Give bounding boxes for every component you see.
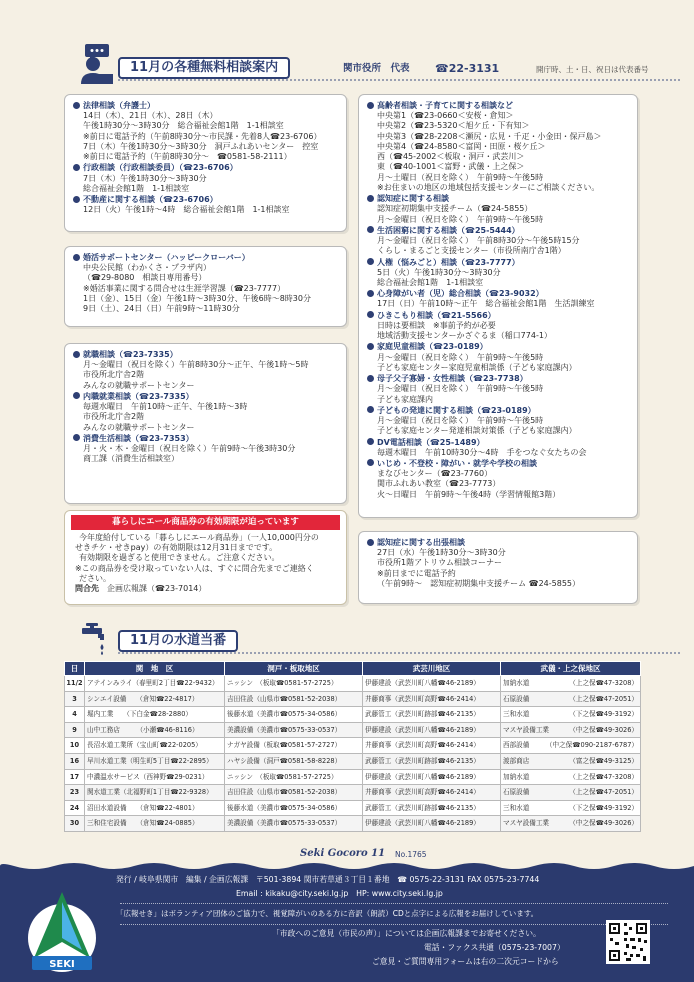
contractor-name: マスヤ設備工業 xyxy=(503,725,550,734)
consultation-entry-line: 総合福祉会館1階 1-1相談室 xyxy=(377,277,484,287)
footer xyxy=(0,862,694,982)
consultation-entry-line: 月～金曜日（祝日を除く） 午前9時～午後5時 xyxy=(377,214,544,224)
seki-district-cell: 早川水道工業（明生町5丁目☎22-2895） xyxy=(85,753,225,769)
consultation-entry-title xyxy=(367,406,629,416)
consultation-entry-title-text: 不動産に関する相談（☎23-6706） xyxy=(83,195,218,205)
contractor-name: 加納水道 xyxy=(503,679,530,688)
header-rule xyxy=(118,652,680,654)
footer-tel: 電話・ファクス共通（0575-23-7007） xyxy=(424,943,565,952)
footer-accessibility-note: 「広報せき」はボランティア団体のご協力で、視覚障がいのある方に音訳（朗読）CDと点字による広報をお届けしています。 xyxy=(116,909,539,918)
bullet-icon xyxy=(367,290,374,297)
consultation-entry-line: 月～土曜日（祝日を除く） 午前9時～午後5時 xyxy=(377,172,544,182)
logo-text: SEKI xyxy=(49,959,75,970)
consultation-entry-line: 商工課（消費生活相談室） xyxy=(83,454,179,464)
seki-district-cell: 堀内工業 （下白金☎28-2880） xyxy=(85,707,225,723)
faucet-icon xyxy=(80,622,110,656)
bullet-icon xyxy=(73,164,80,171)
duty-day-cell: 3 xyxy=(65,691,85,707)
horado-itadori-cell: ハヤシ設備（洞戸☎0581-58-8228） xyxy=(225,753,363,769)
consultation-entry xyxy=(73,101,338,162)
consultation-entry xyxy=(367,374,629,405)
notice-contact xyxy=(75,584,336,594)
contractor-name: マスヤ設備工業 xyxy=(503,819,550,828)
column-header-mugegawa: 武芸川地区 xyxy=(363,662,501,676)
consultation-header xyxy=(80,42,680,84)
consultation-entry-line: 地域活動支援センターかざぐるま（稲口774-1） xyxy=(377,331,552,341)
bullet-icon xyxy=(367,375,374,382)
consultation-entry-title-text: 人権（悩みごと）相談（☎23-7777） xyxy=(377,257,520,267)
consultation-entry-title-text: いじめ・不登校・障がい・就学や学校の相談 xyxy=(377,458,537,468)
consultation-entry-line: 市役所北庁舎2階 xyxy=(83,370,145,380)
consultation-entry xyxy=(367,311,629,342)
notice-line: ださい。 xyxy=(79,573,111,583)
consultation-entry xyxy=(367,258,629,289)
issue-number: No.1765 xyxy=(395,850,427,859)
consultation-entry-line: 中央公民館（わかくさ・プラザ内） xyxy=(83,263,211,273)
consultation-entry-line: 12日（火）午後1時～4時 総合福祉会館1階 1-1相談室 xyxy=(83,205,290,215)
bullet-icon xyxy=(367,343,374,350)
consultation-entry-title xyxy=(367,538,629,548)
contractor-name: 加納水道 xyxy=(503,772,530,781)
consultation-entry-line: 月・火・木・金曜日（祝日を除く）午前9時～午後3時30分 xyxy=(83,444,296,454)
consultation-entry-title-text: 母子父子寡婦・女性相談（☎23-7738） xyxy=(377,374,528,384)
consultation-entry-line: 認知症初期集中支援チーム（☎24-5855） xyxy=(377,204,533,214)
contractor-phone: （上之保☎47-3208） xyxy=(569,679,638,688)
duty-day-cell: 11/2 xyxy=(65,676,85,692)
duty-day-cell: 23 xyxy=(65,785,85,801)
notice-line: ※この商品券を受け取っていない人は、すぐに問合先までご連絡く xyxy=(75,563,314,573)
footer-opinion-note: 「市政へのご意見（市民の声）」については企画広報課までお寄せください。 xyxy=(272,929,541,938)
duty-day-cell: 16 xyxy=(65,753,85,769)
contractor-phone: （上之保☎47-3208） xyxy=(569,772,638,781)
table-row xyxy=(65,707,641,723)
consultation-entry-title xyxy=(367,374,629,384)
horado-itadori-cell: 美濃設備（美濃市☎0575-33-0537） xyxy=(225,722,363,738)
consultation-entry xyxy=(367,342,629,373)
mugegawa-cell: 伊藤建設（武芸川町八幡☎46-2189） xyxy=(363,769,501,785)
consultation-entry-line: 西（☎45-2002＜板取・洞戸・武芸川＞ xyxy=(377,152,525,162)
qr-code-icon[interactable] xyxy=(606,920,650,964)
horado-itadori-cell: ニッシン （板取☎0581-57-2725） xyxy=(225,676,363,692)
consultation-entry-line: 子ども家庭センター家庭児童相談係（子ども家庭課内） xyxy=(377,362,577,372)
consultation-entry-line: 中央第3（☎28-2208＜瀬尻・広見・千疋・小金田・保戸島＞ xyxy=(377,131,602,141)
consultation-entry-title xyxy=(367,258,629,268)
consultation-entry-line: ※前日に電話予約（午前8時30分～ ☎0581-58-2111） xyxy=(83,152,292,162)
contractor-phone: （中之保☎090-2187-6787） xyxy=(545,741,638,750)
consultation-entry-line: みんなの就職サポートセンター xyxy=(83,380,195,390)
welfare-consultation-box xyxy=(358,94,638,518)
contractor-name: 渡部商店 xyxy=(503,757,530,766)
consultation-entry-title-text: 認知症に関する相談 xyxy=(377,194,449,204)
table-row xyxy=(65,691,641,707)
magazine-brand: Seki Gocoro 11 xyxy=(300,848,386,859)
consultation-entry-line: 月～金曜日（祝日を除く） 午前8時30分～午後5時15分 xyxy=(377,236,580,246)
consultation-entry-line: 月～金曜日（祝日を除く） 午前9時～午後5時 xyxy=(377,352,544,362)
mugegawa-cell: 武藤管工（武芸川町跡部☎46-2135） xyxy=(363,707,501,723)
table-row xyxy=(65,738,641,754)
horado-itadori-cell: 吉田住設（山県市☎0581-52-2038） xyxy=(225,691,363,707)
water-duty-table xyxy=(64,661,641,832)
consultation-entry-title-text: 認知症に関する出張相談 xyxy=(377,538,465,547)
consultation-entry-line: 月～金曜日（祝日を除く） 午前9時～午後5時 xyxy=(377,416,544,426)
consultation-entry xyxy=(73,350,338,391)
table-header-row xyxy=(65,662,641,676)
consultation-entry-title-text: 法律相談（弁護士） xyxy=(83,101,155,110)
consultation-entry-title xyxy=(367,226,629,236)
voucher-notice-box xyxy=(64,510,347,605)
table-row xyxy=(65,753,641,769)
bullet-icon xyxy=(367,102,374,109)
bullet-icon xyxy=(73,434,80,441)
duty-day-cell: 24 xyxy=(65,800,85,816)
header-rule xyxy=(118,79,680,81)
consultation-entry xyxy=(73,253,338,314)
consultation-entry-line: みんなの就職サポートセンター xyxy=(83,422,195,432)
consultation-entry xyxy=(367,226,629,257)
consultation-entry-line: 市役所北庁舎2階 xyxy=(83,412,145,422)
consultation-title: 11月の各種無料相談案内 xyxy=(118,57,290,79)
consultation-entry xyxy=(73,195,338,215)
consultation-entry-line: くらし・まるごと支援センター（市役所南庁舎1階） xyxy=(377,246,566,256)
main-phone-number: ☎22-3131 xyxy=(435,62,500,75)
bullet-icon xyxy=(367,438,374,445)
water-duty-header xyxy=(80,622,680,658)
table-row xyxy=(65,816,641,832)
consultation-entry-line: ※前日に電話予約（午前8時30分～市民課・先着8人☎23-6706） xyxy=(83,131,322,141)
consultation-entry-line: まなびセンター（☎23-7760） xyxy=(377,469,493,479)
consultation-entry-line: 9日（土）、24日（日）午前9時～11時30分 xyxy=(83,304,240,314)
consultation-entry-title xyxy=(73,101,338,111)
contractor-name: 石原設備 xyxy=(503,694,530,703)
seki-district-cell: 長沼水道工業所（宝山町☎22-0205） xyxy=(85,738,225,754)
notice-contact-value: 企画広報課（☎23-7014） xyxy=(107,584,207,594)
consultation-entry-line: 17日（日）午前10時～正午 総合福祉会館1階 生活訓練室 xyxy=(377,299,595,309)
water-duty-title: 11月の水道当番 xyxy=(118,630,238,652)
seki-city-logo xyxy=(26,888,98,976)
contractor-phone: （中之保☎49-3026） xyxy=(569,819,638,828)
table-row xyxy=(65,722,641,738)
duty-day-cell: 30 xyxy=(65,816,85,832)
consultation-entry-title-text: 生活困窮に関する相談（☎25-5444） xyxy=(377,225,520,235)
mugegawa-cell: 井藤商事（武芸川町高野☎46-2414） xyxy=(363,785,501,801)
consultation-entry-line: 中央第2（☎23-5320＜旭ケ丘・下有知＞ xyxy=(377,121,530,131)
bullet-icon xyxy=(367,258,374,265)
consultation-entry-line: 日時は要相談 ※事前予約が必要 xyxy=(377,320,496,330)
contractor-name: 石原設備 xyxy=(503,788,530,797)
notice-line: せきチケ・せきpay）の有効期限は12月31日までです。 xyxy=(75,543,278,553)
consultation-entry xyxy=(367,538,629,589)
horado-itadori-cell: 後藤水道（美濃市☎0575-34-0586） xyxy=(225,707,363,723)
consultation-entry-title xyxy=(367,342,629,352)
mugi-kaminoho-cell xyxy=(501,738,641,754)
duty-day-cell: 4 xyxy=(65,707,85,723)
consultation-entry-line: 火～日曜日 午前9時～午後4時（学習情報館3階） xyxy=(377,489,561,499)
consultation-entry-line: 毎週木曜日 午前10時30分～4時 手をつなぐ女たちの会 xyxy=(377,447,587,457)
consultation-entry-line: 中央第4（☎24-8580＜富岡・田原・桜ケ丘＞ xyxy=(377,141,546,151)
consultation-entry-title xyxy=(367,194,629,204)
footer-contact: Email : kikaku@city.seki.lg.jp HP: www.city.seki.lg.jp xyxy=(236,889,443,898)
consultation-entry-title xyxy=(73,434,338,444)
voucher-notice-banner: 暮らしにエール商品券の有効期限が迫っています xyxy=(71,515,340,530)
consultation-entry-line: 関市ふれあい教室（☎23-7773） xyxy=(377,479,501,489)
consultation-entry-title-text: 子どもの発達に関する相談（☎23-0189） xyxy=(377,405,536,415)
consultation-entry-title xyxy=(367,459,629,469)
consultation-entry xyxy=(367,406,629,437)
consultation-entry-line: 月～金曜日（祝日を除く） 午前9時～午後5時 xyxy=(377,384,544,394)
bullet-icon xyxy=(367,311,374,318)
consultation-entry-line: 14日（木）、21日（木）、28日（木） xyxy=(83,111,218,121)
consultation-entry xyxy=(73,434,338,465)
consultation-entry-line: 子ども家庭課内 xyxy=(377,394,433,404)
contractor-phone: （富之保☎49-3125） xyxy=(569,757,638,766)
footer-divider xyxy=(120,903,668,904)
consultation-entry-title xyxy=(73,350,338,360)
consultation-entry-line: 市役所1階アトリウム相談コーナー xyxy=(377,558,503,568)
mugi-kaminoho-cell xyxy=(501,691,641,707)
horado-itadori-cell: ナガヤ設備（板取☎0581-57-2727） xyxy=(225,738,363,754)
seki-district-cell: シンエイ設備 （倉知☎22-4817） xyxy=(85,691,225,707)
contractor-name: 三和水道 xyxy=(503,710,530,719)
consultation-entry-line: 東（☎40-1001＜富野・武儀・上之保＞ xyxy=(377,162,525,172)
mugi-kaminoho-cell xyxy=(501,769,641,785)
contractor-phone: （下之保☎49-3192） xyxy=(569,803,638,812)
consultation-entry-line: 中央第1（☎23-0660＜安桜・倉知＞ xyxy=(377,111,514,121)
consultation-entry xyxy=(367,438,629,458)
employment-consultation-box xyxy=(64,343,347,504)
consultation-entry-line: 7日（木）午後1時30分～3時30分 xyxy=(83,173,207,183)
table-row xyxy=(65,676,641,692)
consultation-entry-line: ※前日までに電話予約 xyxy=(377,568,456,578)
seki-district-cell: 中濃温水サービス（西神野☎29-0231） xyxy=(85,769,225,785)
consultation-entry-line: 5日（火）午後1時30分～3時30分 xyxy=(377,267,501,277)
dementia-outreach-box xyxy=(358,531,638,604)
contractor-phone: （上之保☎47-2051） xyxy=(569,788,638,797)
mugi-kaminoho-cell xyxy=(501,722,641,738)
bullet-icon xyxy=(367,406,374,413)
duty-day-cell: 9 xyxy=(65,722,85,738)
consultation-entry-line: 月～金曜日（祝日を除く）午前8時30分～正午、午後1時～5時 xyxy=(83,360,309,370)
person-icon xyxy=(80,52,114,84)
consultation-entry xyxy=(367,289,629,309)
consultation-entry-title xyxy=(367,438,629,448)
bullet-icon xyxy=(73,351,80,358)
mugi-kaminoho-cell xyxy=(501,800,641,816)
contractor-phone: （中之保☎49-3026） xyxy=(569,725,638,734)
consultation-entry-line: 毎週水曜日 午前10時～正午、午後1時～3時 xyxy=(83,402,248,412)
table-row xyxy=(65,769,641,785)
consultation-entry-line: （午前9時～ 認知症初期集中支援チーム ☎24-5855） xyxy=(377,578,581,588)
bullet-icon xyxy=(367,195,374,202)
contractor-name: 西部設備 xyxy=(503,741,530,750)
seki-district-cell: アテインみライ（春里町2丁目☎22-9432） xyxy=(85,676,225,692)
consultation-entry-line: （☎29-8080 相談日専用番号） xyxy=(83,273,207,283)
consultation-entry xyxy=(73,163,338,194)
publication-info xyxy=(0,848,694,860)
table-row xyxy=(65,785,641,801)
notice-contact-label: 問合先 xyxy=(75,584,99,594)
consultation-entry-title xyxy=(73,195,338,205)
duty-day-cell: 10 xyxy=(65,738,85,754)
mugi-kaminoho-cell xyxy=(501,785,641,801)
mugegawa-cell: 伊藤建設（武芸川町八幡☎46-2189） xyxy=(363,816,501,832)
seki-district-cell: 山中工務店 （小瀬☎46-8116） xyxy=(85,722,225,738)
mugegawa-cell: 井藤商事（武芸川町高野☎46-2414） xyxy=(363,691,501,707)
legal-consultation-box xyxy=(64,94,347,232)
consultation-entry-title xyxy=(367,289,629,299)
footer-divider xyxy=(120,924,668,925)
consultation-entry-title xyxy=(73,163,338,173)
column-header-seki: 関 地 区 xyxy=(85,662,225,676)
consultation-entry-line: 7日（木）午後1時30分～3時30分 洞戸ふれあいセンター 控室 xyxy=(83,141,319,151)
notice-line: 今年度給付している「暮らしにエール商品券」（一人10,000円分の xyxy=(79,533,319,542)
consultation-entry-line: ※お住まいの地区の地域包括支援センターにご相談ください。 xyxy=(377,182,600,192)
marriage-support-box xyxy=(64,246,347,327)
table-row xyxy=(65,800,641,816)
mugi-kaminoho-cell xyxy=(501,707,641,723)
city-office-label: 関市役所 代表 xyxy=(343,63,410,74)
consultation-entry-title-text: 消費生活相談（☎23-7353） xyxy=(83,433,194,443)
consultation-entry xyxy=(73,392,338,433)
mugegawa-cell: 武藤管工（武芸川町跡部☎46-2135） xyxy=(363,800,501,816)
mugi-kaminoho-cell xyxy=(501,816,641,832)
bullet-icon xyxy=(367,226,374,233)
contractor-name: 三和水道 xyxy=(503,803,530,812)
footer-publisher: 発行 / 岐阜県関市 編集 / 企画広報課 〒501-3894 関市若草通３丁目１番地 ☎ 0575-22-3131 FAX 0575-23-7744 xyxy=(116,875,540,884)
consultation-entry-line: ※婚活事業に関する問合せは生涯学習課（☎23-7777） xyxy=(83,283,286,293)
horado-itadori-cell: 美濃設備（美濃市☎0575-33-0537） xyxy=(225,816,363,832)
consultation-entry xyxy=(367,459,629,500)
mugegawa-cell: 伊藤建設（武芸川町八幡☎46-2189） xyxy=(363,722,501,738)
consultation-entry-line: 子ども家庭センター発達相談対策係（子ども家庭課内） xyxy=(377,426,577,436)
bullet-icon xyxy=(367,539,374,546)
consultation-entry xyxy=(367,101,629,193)
office-hours-note: 開庁時、土・日、祝日は代表番号 xyxy=(536,65,649,74)
consultation-entry-title-text: 行政相談（行政相談委員）（☎23-6706） xyxy=(83,163,238,173)
notice-line: 有効期限を過ぎると使用できません。ご注意ください。 xyxy=(79,553,280,563)
consultation-entry-title-text: DV電話相談（☎25-1489） xyxy=(377,437,485,447)
bullet-icon xyxy=(73,196,80,203)
consultation-entry-line: 総合福祉会館1階 1-1相談室 xyxy=(83,183,190,193)
footer-wave xyxy=(0,862,694,872)
column-header-mugi-kaminoho: 武儀・上之保地区 xyxy=(501,662,641,676)
consultation-entry-title-text: 家庭児童相談（☎23-0189） xyxy=(377,342,488,352)
consultation-entry-title-text: 就職相談（☎23-7335） xyxy=(83,350,178,359)
bullet-icon xyxy=(367,459,374,466)
contractor-phone: （上之保☎47-2051） xyxy=(569,694,638,703)
mugegawa-cell: 武藤管工（武芸川町跡部☎46-2135） xyxy=(363,753,501,769)
consultation-entry-title-text: 心身障がい者（児）総合相談（☎23-9032） xyxy=(377,289,544,299)
column-header-horado-itadori: 洞戸・板取地区 xyxy=(225,662,363,676)
bullet-icon xyxy=(73,392,80,399)
horado-itadori-cell: 吉田住設（山県市☎0581-52-2038） xyxy=(225,785,363,801)
contractor-phone: （下之保☎49-3192） xyxy=(569,710,638,719)
horado-itadori-cell: ニッシン （板取☎0581-57-2725） xyxy=(225,769,363,785)
consultation-entry-line: 午後1時30分～3時30分 総合福祉会館1階 1-1相談室 xyxy=(83,121,284,131)
seki-district-cell: 三和住宅設備 （倉知☎24-0885） xyxy=(85,816,225,832)
bullet-icon xyxy=(73,102,80,109)
duty-day-cell: 17 xyxy=(65,769,85,785)
bullet-icon xyxy=(73,254,80,261)
mugi-kaminoho-cell xyxy=(501,676,641,692)
seki-district-cell: 沼田水道設備 （倉知☎22-4801） xyxy=(85,800,225,816)
consultation-entry-title-text: ひきこもり相談（☎21-5566） xyxy=(377,310,496,320)
consultation-entry-line: 27日（水）午後1時30分～3時30分 xyxy=(377,548,506,558)
consultation-entry-title xyxy=(73,253,338,263)
footer-qr-note: ご意見・ご質問専用フォームは右の二次元コードから xyxy=(372,957,559,966)
consultation-entry-title-text: 婚活サポートセンター（ハッピークローバー） xyxy=(83,253,250,262)
mugi-kaminoho-cell xyxy=(501,753,641,769)
consultation-entry xyxy=(367,194,629,225)
consultation-entry-title-text: 高齢者相談・子育てに関する相談など xyxy=(377,101,513,110)
column-header-day: 日 xyxy=(65,662,85,676)
consultation-entry-title xyxy=(73,392,338,402)
mugegawa-cell: 井藤商事（武芸川町高野☎46-2414） xyxy=(363,738,501,754)
consultation-entry-line: 1日（金）、15日（金）午後1時～3時30分、午後6時～8時30分 xyxy=(83,293,311,303)
consultation-entry-title xyxy=(367,101,629,111)
consultation-entry-title-text: 内職就業相談（☎23-7335） xyxy=(83,391,194,401)
horado-itadori-cell: 後藤水道（美濃市☎0575-34-0586） xyxy=(225,800,363,816)
consultation-entry-title xyxy=(367,311,629,321)
mugegawa-cell: 伊藤建設（武芸川町八幡☎46-2189） xyxy=(363,676,501,692)
seki-district-cell: 関水道工業（北福野町1丁目☎22-9328） xyxy=(85,785,225,801)
